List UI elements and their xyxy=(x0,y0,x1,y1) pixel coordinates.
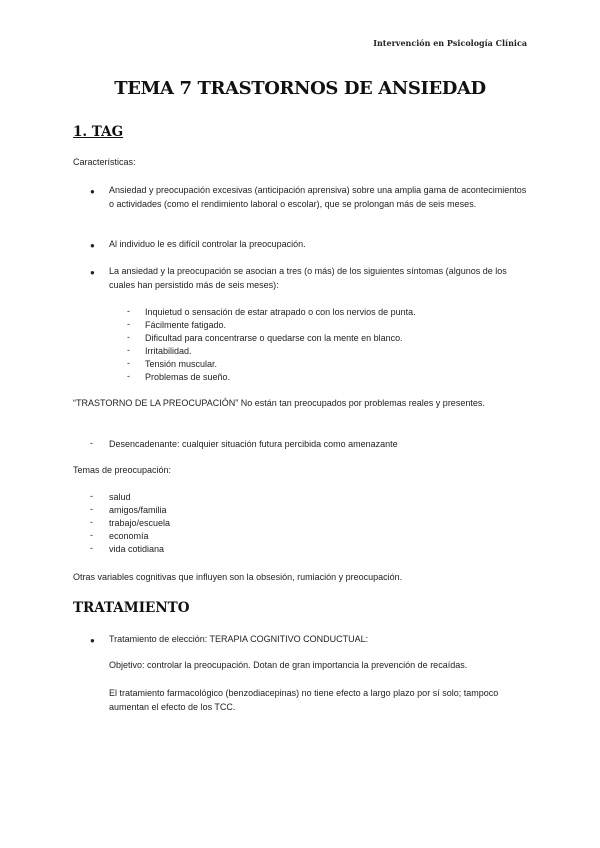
running-header: Intervención en Psicología Clínica xyxy=(373,38,527,48)
characteristics-label: Características: xyxy=(73,157,136,167)
treatment-bullet: Tratamiento de elección: TERAPIA COGNITIVO CONDUCTUAL: xyxy=(109,634,369,644)
section-heading-tag: 1. TAG xyxy=(73,124,124,140)
dash-marker: - xyxy=(127,319,130,329)
dash-marker: - xyxy=(127,306,130,316)
symptom-item: Dificultad para concentrarse o quedarse con la mente en blanco. xyxy=(145,333,403,343)
section-heading-tratamiento: TRATAMIENTO xyxy=(73,600,190,616)
theme-item: economía xyxy=(109,531,149,541)
symptom-item: Irritabilidad. xyxy=(145,346,192,356)
themes-label: Temas de preocupación: xyxy=(73,465,172,475)
dash-marker: - xyxy=(90,530,93,540)
dash-marker: - xyxy=(90,504,93,514)
dash-marker: - xyxy=(127,345,130,355)
bullet-icon: ● xyxy=(90,241,95,250)
bullet-icon: ● xyxy=(90,187,95,196)
treatment-objective: Objetivo: controlar la preocupación. Dotan de gran importancia la prevención de recaídas. xyxy=(109,660,468,670)
page-title: TEMA 7 TRASTORNOS DE ANSIEDAD xyxy=(114,78,486,99)
bullet-item: La ansiedad y la preocupación se asocian a tres (o más) de los siguientes síntomas (algunos de los cuales han persistido más de seis meses): xyxy=(109,266,507,290)
theme-item: amigos/familia xyxy=(109,505,167,515)
symptom-item: Fácilmente fatigado. xyxy=(145,320,227,330)
bullet-icon: ● xyxy=(90,636,95,645)
symptom-item: Problemas de sueño. xyxy=(145,372,231,382)
bullet-item: Al individuo le es difícil controlar la preocupación. xyxy=(109,239,306,249)
pharma-note: El tratamiento farmacológico (benzodiacepinas) no tiene efecto a largo plazo por sí solo; tampoco aumentan el efecto de los TCC. xyxy=(109,688,499,712)
bullet-item: Ansiedad y preocupación excesivas (anticipación aprensiva) sobre una amplia gama de acontecimientos o actividades (como el rendimiento laboral o escolar), que se prolongan más de seis meses. xyxy=(109,185,527,209)
dash-marker: - xyxy=(90,517,93,527)
bullet-icon: ● xyxy=(90,268,95,277)
dash-marker: - xyxy=(90,491,93,501)
theme-item: trabajo/escuela xyxy=(109,518,171,528)
symptom-item: Tensión muscular. xyxy=(145,359,218,369)
dash-marker: - xyxy=(127,358,130,368)
dash-marker: - xyxy=(90,438,93,448)
theme-item: vida cotidiana xyxy=(109,544,165,554)
dash-marker: - xyxy=(90,543,93,553)
trigger-item: Desencadenante: cualquier situación futura percibida como amenazante xyxy=(109,439,398,449)
symptom-item: Inquietud o sensación de estar atrapado o con los nervios de punta. xyxy=(145,307,416,317)
preocupacion-note: “TRASTORNO DE LA PREOCUPACIÓN” No están tan preocupados por problemas reales y presentes. xyxy=(73,398,485,408)
cognitive-variables: Otras variables cognitivas que influyen son la obsesión, rumiación y preocupación. xyxy=(73,572,403,582)
dash-marker: - xyxy=(127,371,130,381)
theme-item: salud xyxy=(109,492,131,502)
dash-marker: - xyxy=(127,332,130,342)
